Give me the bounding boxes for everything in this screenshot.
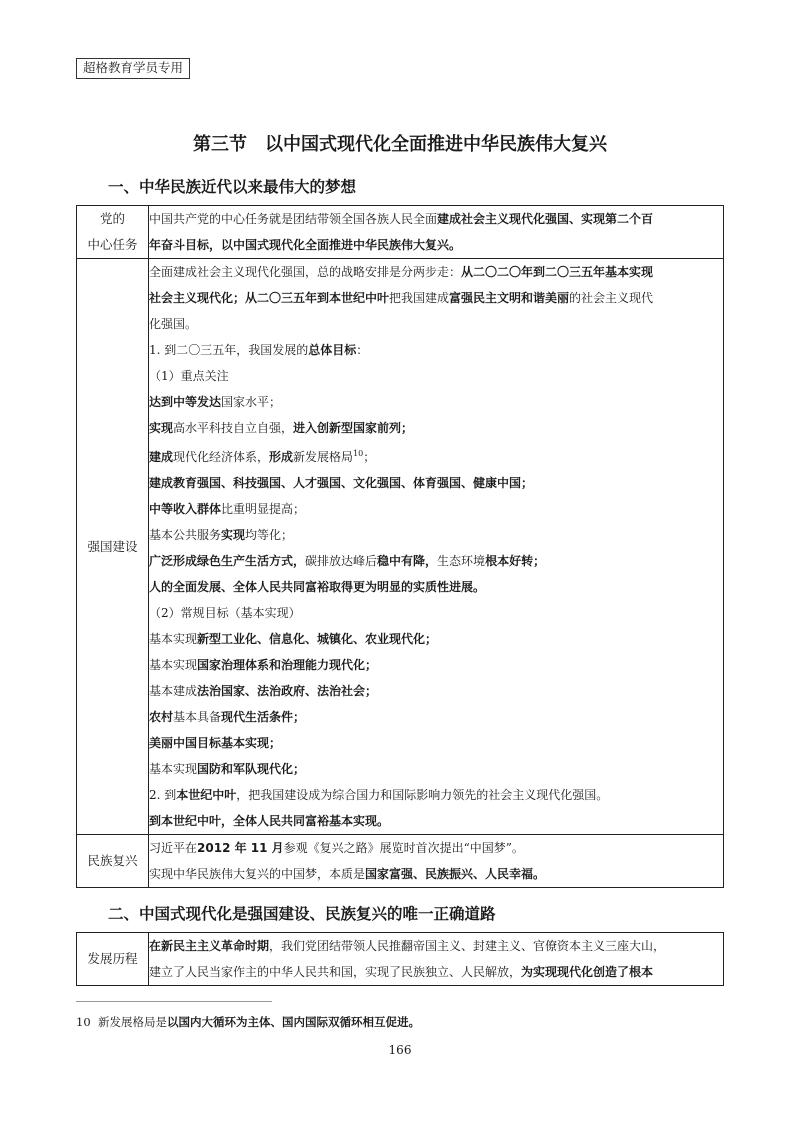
text-line: 实现中华民族伟大复兴的中国梦，本质是国家富强、民族振兴、人民幸福。 (149, 867, 546, 881)
footnote-text-bold: 以国内大循环为主体、国内国际双循环相互促进。 (166, 1015, 420, 1029)
text-line: 广泛形成绿色生产生活方式，碳排放达峰后稳中有降，生态环境根本好转； (149, 554, 546, 568)
table-row (77, 835, 724, 888)
table-row (77, 259, 724, 835)
text-line: 美丽中国目标基本实现； (149, 736, 282, 750)
text-line: 建立了人民当家作主的中华人民共和国，实现了民族独立、人民解放，为实现现代化创造了根本 (149, 965, 654, 979)
row-content-development-history (149, 933, 724, 986)
text-line: 在新民主主义革命时期，我们党团结带领人民推翻帝国主义、封建主义、官僚资本主义三座大山， (149, 939, 666, 953)
footnote (76, 1014, 420, 1030)
text-line: 中等收入群体比重明显提高； (149, 502, 306, 516)
row-label-power-building: 强国建设 (77, 259, 149, 835)
row-content-national-rejuvenation (149, 835, 724, 888)
watermark-stamp: 超格教育学员专用 (76, 58, 190, 79)
footnote-text: 新发展格局是 (97, 1015, 167, 1029)
footnote-number: 10 (76, 1015, 91, 1029)
subheading-1: 一、中华民族近代以来最伟大的梦想 (108, 178, 357, 196)
subheading-2: 二、中国式现代化是强国建设、民族复兴的唯一正确道路 (108, 905, 496, 923)
text-line: 基本建成法治国家、法治政府、法治社会； (149, 684, 378, 698)
text-line: 2. 到本世纪中叶，把我国建设成为综合国力和国际影响力领先的社会主义现代化强国。 (149, 788, 609, 802)
text-line: 基本实现新型工业化、信息化、城镇化、农业现代化； (149, 632, 438, 646)
text-line: 建成现代化经济体系，形成新发展格局$^{10}$； (149, 449, 376, 464)
table-1 (76, 205, 724, 888)
row-label-central-task (77, 206, 149, 259)
text-line: 中国共产党的中心任务就是团结带领全国各族人民全面建成社会主义现代化强国、实现第二个百 (149, 212, 654, 226)
text-line: 化强国。 (149, 317, 198, 331)
page-number: 166 (388, 1043, 412, 1057)
label-line: 中心任务 (87, 237, 138, 252)
footnote-divider (76, 1001, 272, 1002)
table-row (77, 206, 724, 259)
text-line: 人的全面发展、全体人民共同富裕取得更为明显的实质性进展。 (149, 580, 486, 594)
text-line: 实现高水平科技自立自强，进入创新型国家前列； (149, 421, 414, 435)
text-line: （1）重点关注 (149, 369, 229, 383)
row-content-power-building (149, 259, 724, 835)
text-line: 建成教育强国、科技强国、人才强国、文化强国、体育强国、健康中国； (149, 476, 534, 490)
text-line: 到本世纪中叶，全体人民共同富裕基本实现。 (149, 814, 390, 828)
text-line: 达到中等发达国家水平； (149, 395, 282, 409)
table-2 (76, 932, 724, 986)
text-line: 基本公共服务实现均等化； (149, 528, 294, 542)
row-content-central-task (149, 206, 724, 259)
text-line: 1. 到二〇三五年，我国发展的总体目标： (149, 343, 369, 357)
text-line: （2）常规目标（基本实现） (149, 606, 301, 620)
label-line: 党的 (99, 211, 125, 226)
table-row (77, 933, 724, 986)
text-line: 农村基本具备现代生活条件； (149, 710, 306, 724)
text-line: 基本实现国家治理体系和治理能力现代化； (149, 658, 378, 672)
text-line: 社会主义现代化；从二〇三五年到本世纪中叶把我国建成富强民主文明和谐美丽的社会主义现代 (149, 291, 654, 305)
text-line: 基本实现国防和军队现代化； (149, 762, 306, 776)
row-label-development-history: 发展历程 (77, 933, 149, 986)
text-line: 全面建成社会主义现代化强国，总的战略安排是分两步走：从二〇二〇年到二〇三五年基本实现 (149, 265, 654, 279)
footnote-ref: 10 (353, 449, 364, 458)
text-line: 年奋斗目标，以中国式现代化全面推进中华民族伟大复兴。 (149, 238, 462, 252)
section-title: 第三节 以中国式现代化全面推进中华民族伟大复兴 (193, 134, 607, 155)
row-label-national-rejuvenation: 民族复兴 (77, 835, 149, 888)
text-line: 习近平在2012 年 11 月参观《复兴之路》展览时首次提出“中国梦”。 (149, 841, 524, 855)
